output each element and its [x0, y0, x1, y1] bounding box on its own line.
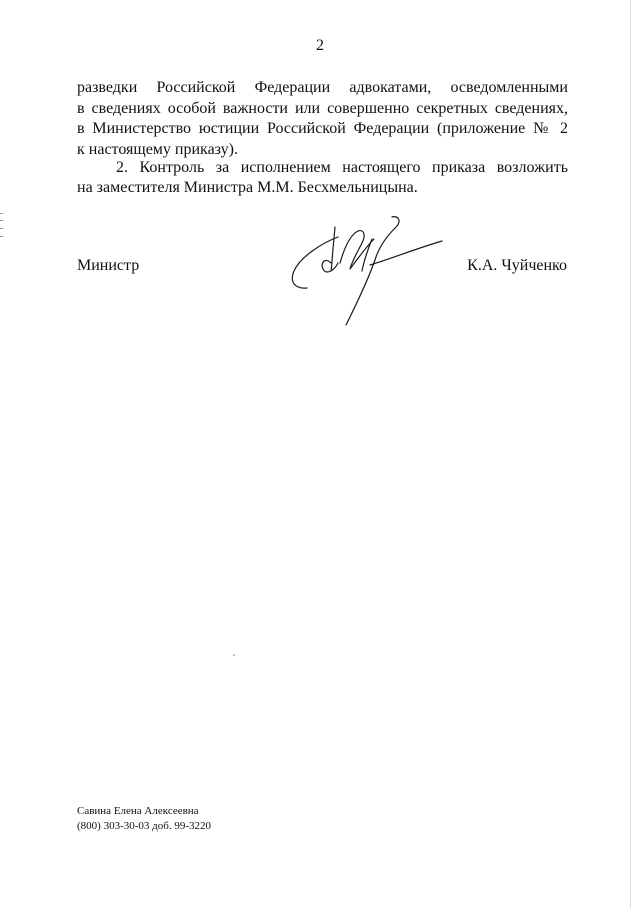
- scan-mark: [0, 228, 3, 229]
- signature-stroke: [370, 241, 442, 265]
- executor-name: Савина Елена Алексеевна: [77, 805, 199, 817]
- scan-mark: [0, 213, 3, 214]
- page-number: 2: [316, 37, 324, 54]
- position-title: Министр: [77, 257, 140, 274]
- paragraph-line: разведки Российской Федерации адвокатами, осведомленными: [77, 79, 568, 96]
- paragraph-line: к настоящему приказу).: [77, 140, 238, 158]
- handwritten-signature: [280, 205, 450, 330]
- scan-mark: [0, 236, 3, 237]
- paragraph-line: в сведениях особой важности или совершенно секретных сведениях,: [77, 99, 568, 117]
- signature-stroke: [340, 231, 374, 269]
- scan-edge-line: [630, 0, 631, 908]
- signatory-name: К.А. Чуйченко: [467, 257, 567, 274]
- signature-stroke: [346, 217, 399, 325]
- executor-footer: [77, 804, 211, 834]
- paragraph-line: на заместителя Министра М.М. Бесхмельницына.: [77, 178, 418, 196]
- executor-phone: (800) 303-30-03 доб. 99-3220: [77, 820, 212, 832]
- signature-stroke: [362, 239, 372, 271]
- scan-marks: [0, 210, 4, 242]
- paragraph-line: в Министерство юстиции Российской Федерации (приложение № 2: [77, 120, 568, 137]
- paragraph-1: [77, 78, 568, 160]
- scan-speck: [233, 654, 235, 656]
- paragraph-line: 2. Контроль за исполнением настоящего приказа возложить: [116, 159, 568, 176]
- scan-mark: [0, 220, 3, 221]
- signature-stroke: [322, 227, 338, 272]
- paragraph-2: [77, 158, 568, 197]
